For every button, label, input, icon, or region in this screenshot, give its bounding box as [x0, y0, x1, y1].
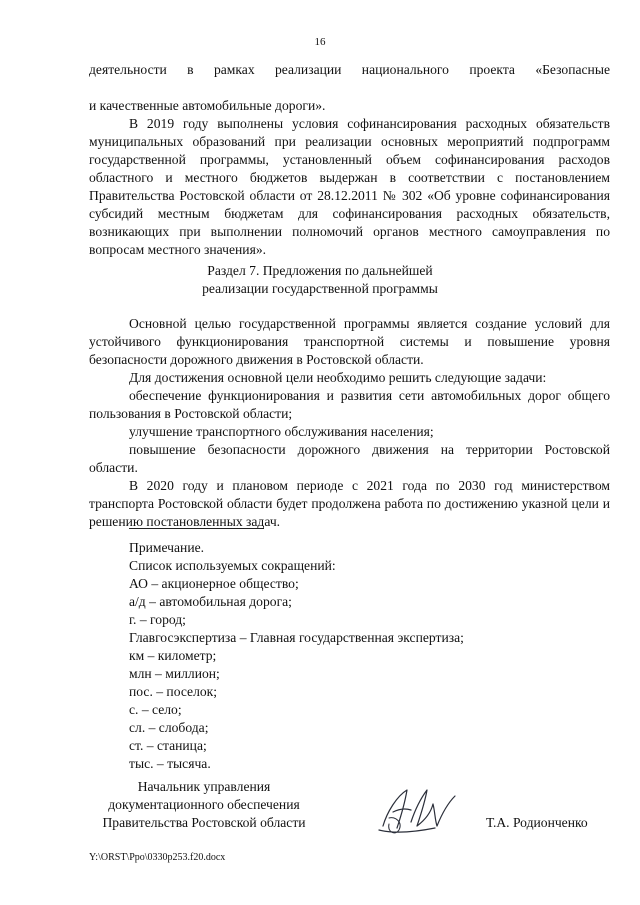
abbreviation-item: г. – город;: [129, 612, 186, 627]
abbreviation-item: сл. – слобода;: [129, 720, 209, 735]
task-item-3: повышение безопасности дорожного движения на территории Ростовской области.: [89, 442, 610, 475]
signatory-position-line-3: Правительства Ростовской области: [102, 815, 306, 830]
abbreviation-item: тыс. – тысяча.: [129, 756, 211, 771]
signatory-position: [89, 778, 319, 832]
intro-paragraph-line-2: и качественные автомобильные дороги».: [89, 98, 326, 113]
abbreviation-item: км – километр;: [129, 648, 217, 663]
section-heading-line-1: Раздел 7. Предложения по дальнейшей: [207, 263, 433, 278]
section-heading-line-2: реализации государственной программы: [202, 281, 438, 296]
intro-block: [89, 61, 610, 259]
file-path: Y:\ORST\Ppo\0330p253.f20.docx: [89, 852, 226, 863]
signatory-position-line-1: Начальник управления: [137, 779, 271, 794]
abbreviation-item: АО – акционерное общество;: [129, 576, 299, 591]
intro-paragraph-2: В 2019 году выполнены условия софинансирования расходных обязательств муниципальных образований при реализации основных мероприятий подпрограмм государственной программы, установленный объем софинансирования расходов областного и местного бюджетов выдержан в соответствии с постановлением Правительства Ростовской области от 28.12.2011 № 302 «Об уровне софинансирования субсидий местным бюджетам для софинансирования расходных обязательств, возникающих при выполнении полномочий органов местного самоуправления по вопросам местного значения».: [89, 116, 610, 257]
handwritten-signature: [375, 782, 465, 840]
note-title: Примечание.: [129, 540, 205, 555]
note-block: [129, 539, 464, 773]
section-body: [89, 315, 610, 531]
intro-paragraph-line-1: деятельности в рамках реализации национального проекта «Безопасные: [89, 62, 610, 77]
signatory-name: Т.А. Родионченко: [486, 815, 588, 830]
signatory-position-line-2: документационного обеспечения: [108, 797, 300, 812]
paragraph-plan: В 2020 году и плановом периоде с 2021 года по 2030 год министерством транспорта Ростовской области будет продолжена работа по достижению указной цели и решению постановленных задач.: [89, 478, 610, 529]
section-heading: [0, 262, 640, 298]
abbreviation-item: ст. – станица;: [129, 738, 207, 753]
paragraph-goal: Основной целью государственной программы является создание условий для устойчивого функционирования транспортной системы и повышение уровня безопасности дорожного движения в Ростовской области.: [89, 316, 610, 367]
abbreviation-item: а/д – автомобильная дорога;: [129, 594, 292, 609]
task-item-1: обеспечение функционирования и развития сети автомобильных дорог общего пользования в Ростовской области;: [89, 388, 610, 421]
task-item-2: улучшение транспортного обслуживания населения;: [129, 424, 434, 439]
abbreviations-title: Список используемых сокращений:: [129, 558, 336, 573]
abbreviation-item: пос. – поселок;: [129, 684, 218, 699]
abbreviation-item: млн – миллион;: [129, 666, 220, 681]
paragraph-tasks-intro: Для достижения основной цели необходимо решить следующие задачи:: [129, 370, 547, 385]
footnote-divider: [129, 528, 264, 529]
abbreviation-item: с. – село;: [129, 702, 182, 717]
abbreviation-item: Главгосэкспертиза – Главная государственная экспертиза;: [129, 630, 464, 645]
page-number: 16: [314, 36, 326, 48]
